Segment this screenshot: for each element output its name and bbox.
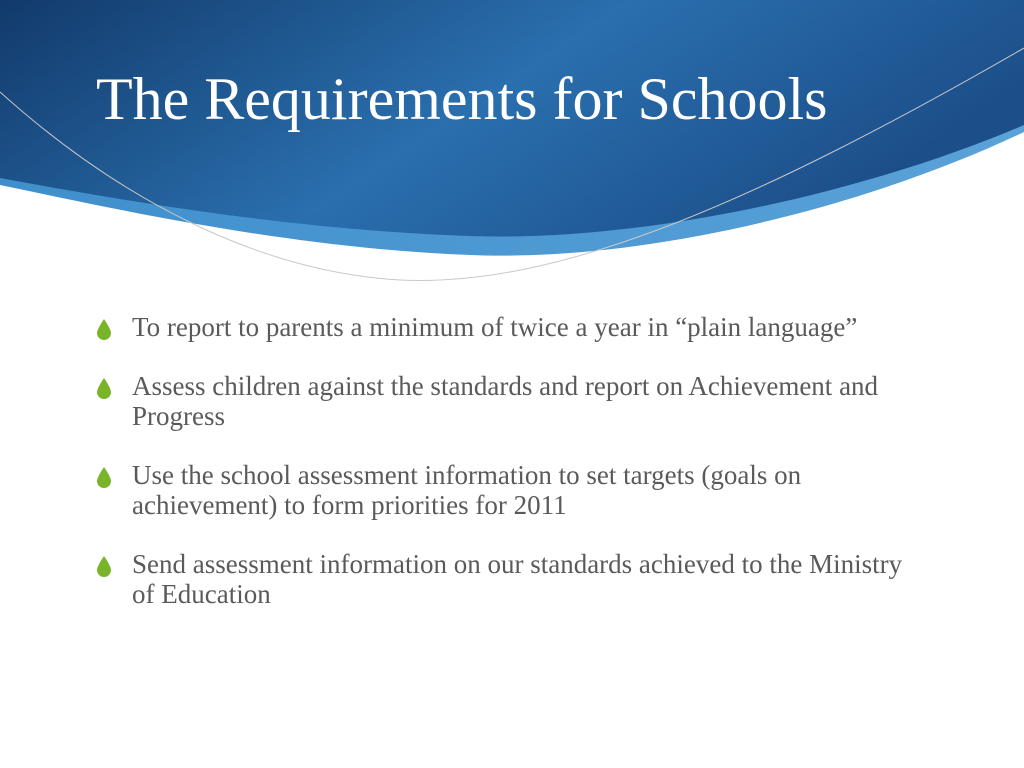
bullet-text: Assess children against the standards and report on Achievement and Progress <box>132 371 879 431</box>
green-droplet-icon <box>96 377 112 399</box>
slide-title: The Requirements for Schools <box>96 66 828 132</box>
green-droplet-icon <box>96 318 112 340</box>
bullet-list <box>92 312 922 638</box>
bullet-item <box>92 371 922 431</box>
bullet-item <box>92 549 922 609</box>
bullet-text: Send assessment information on our standards achieved to the Ministry of Education <box>132 549 903 609</box>
green-droplet-icon <box>96 466 112 488</box>
bullet-item <box>92 312 922 342</box>
bullet-text: To report to parents a minimum of twice a year in “plain language” <box>132 312 858 342</box>
green-droplet-icon <box>96 555 112 577</box>
header-wave-background <box>0 0 1024 300</box>
bullet-item <box>92 460 922 520</box>
bullet-text: Use the school assessment information to set targets (goals on achievement) to form priorities for 2011 <box>132 460 802 520</box>
